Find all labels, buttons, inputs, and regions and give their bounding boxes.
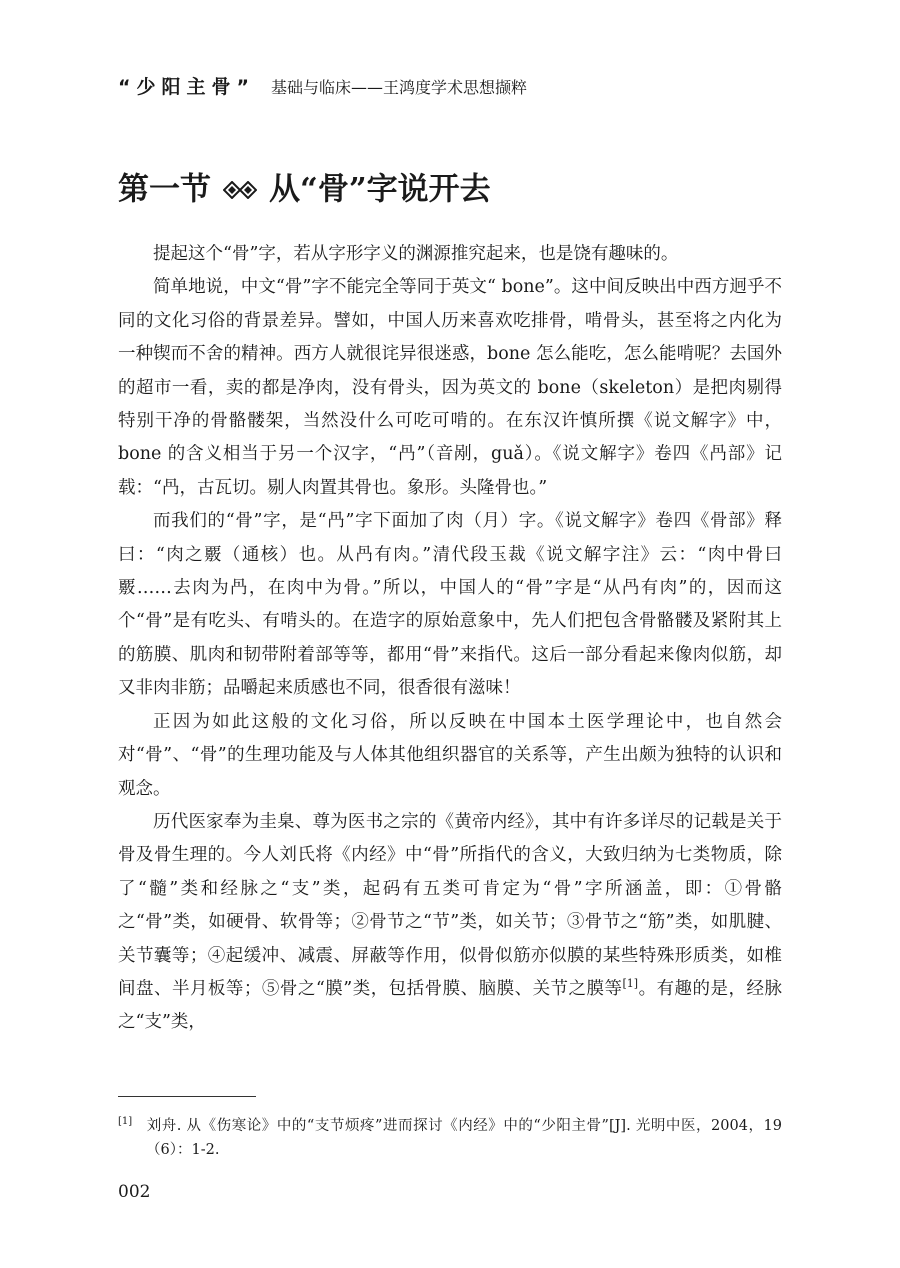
paragraph-2: 简单地说，中文“骨”字不能完全等同于英文“ bone”。这中间反映出中西方迥乎不同的文化习俗的背景差异。譬如，中国人历来喜欢吃排骨，啃骨头，甚至将之内化为一种锲而不舍的精神。西方人就很诧异很迷惑，bone 怎么能吃，怎么能啃呢？去国外的超市一看，卖的都是净肉，没有骨头，因为英文的 bone（skeleton）是把肉剔得特别干净的骨骼髅架，当然没什么可吃可啃的。在东汉许慎所撰《说文解字》中，bone 的含义相当于另一个汉字，“冎”（音剐，guǎ）。《说文解字》卷四《冎部》记载：“冎，古瓦切。剔人肉置其骨也。象形。头隆骨也。” (118, 277, 782, 498)
running-head (118, 74, 527, 101)
footnote-marker: [1] (118, 1116, 133, 1128)
footnote-text: 刘舟. 从《伤寒论》中的“支节烦疼”进而探讨《内经》中的“少阳主骨”[J]. 光明中医，2004，19（6）：1-2. (146, 1118, 782, 1158)
paragraph-5-tail: 。有趣的是，经脉之“支”类， (118, 978, 782, 1033)
section-number: 第一节 (118, 171, 211, 208)
page-number: 002 (118, 1182, 151, 1202)
footnote (118, 1114, 782, 1162)
paragraph-5-text: 历代医家奉为圭臬、尊为医书之宗的《黄帝内经》，其中有许多详尽的记载是关于骨及骨生理的。今人刘氏将《内经》中“骨”所指代的含义，大致归纳为七类物质，除了“髓”类和经脉之“支”类，起码有五类可肯定为“骨”字所涵盖，即：①骨骼之“骨”类，如硬骨、软骨等；②骨节之“节”类，如关节；③骨节之“筋”类，如肌腱、关节囊等；④起缓冲、减震、屏蔽等作用，似骨似筋亦似膜的某些特殊形质类，如椎间盘、半月板等；⑤骨之“膜”类，包括骨膜、脑膜、关节之膜等 (118, 811, 782, 999)
paragraph-3: 而我们的“骨”字，是“冎”字下面加了肉（月）字。《说文解字》卷四《骨部》释曰：“肉之覈（通核）也。从冎有肉。”清代段玉裁《说文解字注》云：“肉中骨曰覈……去肉为冎，在肉中为骨。”所以，中国人的“骨”字是“从冎有肉”的，因而这个“骨”是有吃头、有啃头的。在造字的原始意象中，先人们把包含骨骼髅及紧附其上的筋膜、肌肉和韧带附着部等等，都用“骨”来指代。这后一部分看起来像肉似筋，却又非肉非筋；品嚼起来质感也不同，很香很有滋味！ (118, 511, 782, 699)
double-diamond-ornament-icon (223, 168, 257, 210)
book-title: “少阳主骨” (118, 76, 255, 98)
body-text (118, 238, 782, 1040)
paragraph-4: 正因为如此这般的文化习俗，所以反映在中国本土医学理论中，也自然会对“骨”、“骨”的生理功能及与人体其他组织器官的关系等，产生出颇为独特的认识和观念。 (118, 711, 782, 799)
footnote-divider (118, 1096, 256, 1097)
paragraph-5 (118, 806, 782, 1040)
paragraph-1: 提起这个“骨”字，若从字形字义的渊源推究起来，也是饶有趣味的。 (153, 244, 679, 264)
section-title: 从“骨”字说开去 (269, 171, 491, 208)
section-heading (118, 168, 491, 214)
footnote-reference[interactable]: [1] (622, 977, 639, 991)
book-subtitle: 基础与临床——王鸿度学术思想撷粹 (270, 78, 527, 97)
